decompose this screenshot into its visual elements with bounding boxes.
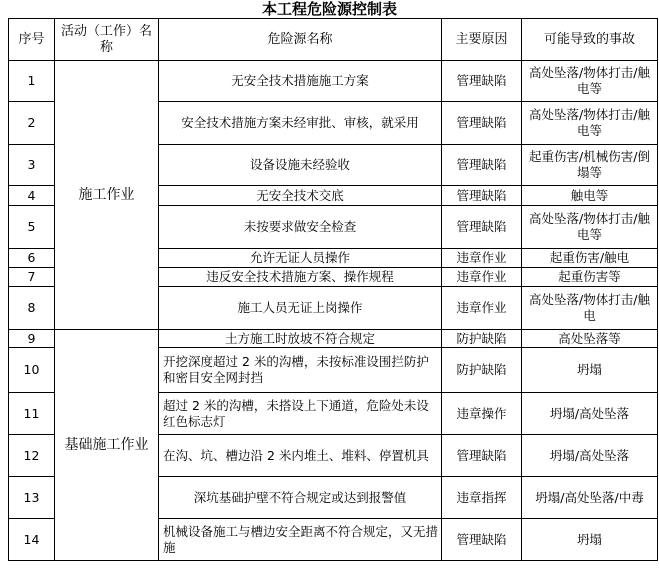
row-hazard: 无安全技术措施施工方案 <box>159 61 442 102</box>
row-no: 1 <box>9 61 55 102</box>
row-no: 2 <box>9 102 55 145</box>
row-no: 4 <box>9 186 55 206</box>
row-cause: 违章操作 <box>442 393 522 435</box>
row-accident: 坍塌/高处坠落 <box>522 435 658 477</box>
row-cause: 防护缺陷 <box>442 330 522 348</box>
row-cause: 管理缺陷 <box>442 186 522 206</box>
header-accident: 可能导致的事故 <box>522 19 658 61</box>
row-accident: 坍塌/高处坠落 <box>522 393 658 435</box>
row-cause: 违章作业 <box>442 287 522 330</box>
group-name-foundation: 基础施工作业 <box>64 437 149 453</box>
row-no: 8 <box>9 287 55 330</box>
row-no: 6 <box>9 249 55 268</box>
row-accident: 高处坠落/物体打击/触电等 <box>522 61 658 102</box>
table-title: 本工程危险源控制表 <box>261 0 397 18</box>
row-hazard: 设备设施未经验收 <box>159 145 442 186</box>
row-cause: 管理缺陷 <box>442 435 522 477</box>
row-hazard: 未按要求做安全检查 <box>159 206 442 249</box>
row-hazard: 深坑基础护壁不符合规定或达到报警值 <box>159 477 442 519</box>
row-hazard: 施工人员无证上岗操作 <box>159 287 442 330</box>
row-hazard: 无安全技术交底 <box>159 186 442 206</box>
row-accident: 触电等 <box>522 186 658 206</box>
row-accident: 高处坠落/物体打击/触电 <box>522 287 658 330</box>
group-cell-foundation <box>55 330 159 561</box>
row-hazard: 土方施工时放坡不符合规定 <box>159 330 442 348</box>
row-cause: 违章作业 <box>442 249 522 268</box>
row-no: 9 <box>9 330 55 348</box>
hazard-control-table <box>8 18 658 561</box>
row-accident: 坍塌 <box>522 348 658 393</box>
row-cause: 违章指挥 <box>442 477 522 519</box>
row-cause: 管理缺陷 <box>442 145 522 186</box>
row-hazard: 违反安全技术措施方案、操作规程 <box>159 268 442 287</box>
row-accident: 高处坠落/物体打击/触电等 <box>522 102 658 145</box>
row-accident: 起重伤害/机械伤害/倒塌等 <box>522 145 658 186</box>
row-no: 10 <box>9 348 55 393</box>
row-hazard: 允许无证人员操作 <box>159 249 442 268</box>
row-hazard: 在沟、坑、槽边沿 2 米内堆土、堆料、停置机具 <box>159 435 442 477</box>
row-accident: 起重伤害/触电 <box>522 249 658 268</box>
row-no: 3 <box>9 145 55 186</box>
table-row <box>9 61 658 102</box>
row-cause: 管理缺陷 <box>442 519 522 561</box>
row-no: 5 <box>9 206 55 249</box>
row-cause: 管理缺陷 <box>442 61 522 102</box>
table-row <box>9 330 658 348</box>
row-cause: 管理缺陷 <box>442 206 522 249</box>
row-accident: 坍塌/高处坠落/中毒 <box>522 477 658 519</box>
row-hazard: 安全技术措施方案未经审批、审核，就采用 <box>159 102 442 145</box>
header-activity: 活动（工作）名称 <box>55 19 159 61</box>
row-cause: 违章作业 <box>442 268 522 287</box>
row-no: 14 <box>9 519 55 561</box>
header-hazard: 危险源名称 <box>159 19 442 61</box>
row-hazard: 机械设备施工与槽边安全距离不符合规定，又无措施 <box>159 519 442 561</box>
row-accident: 起重伤害等 <box>522 268 658 287</box>
header-no: 序号 <box>9 19 55 61</box>
row-no: 7 <box>9 268 55 287</box>
header-cause: 主要原因 <box>442 19 522 61</box>
group-cell-construction <box>55 61 159 330</box>
row-hazard: 超过 2 米的沟槽，未搭设上下通道，危险处未设红色标志灯 <box>159 393 442 435</box>
row-accident: 高处坠落/物体打击/触电等 <box>522 206 658 249</box>
row-hazard: 开挖深度超过 2 米的沟槽，未按标准设围拦防护和密目安全网封挡 <box>159 348 442 393</box>
group-name-construction: 施工作业 <box>78 187 135 203</box>
row-no: 12 <box>9 435 55 477</box>
header-row <box>9 19 658 61</box>
row-cause: 管理缺陷 <box>442 102 522 145</box>
row-no: 13 <box>9 477 55 519</box>
row-accident: 高处坠落等 <box>522 330 658 348</box>
row-accident: 坍塌 <box>522 519 658 561</box>
row-cause: 防护缺陷 <box>442 348 522 393</box>
row-no: 11 <box>9 393 55 435</box>
